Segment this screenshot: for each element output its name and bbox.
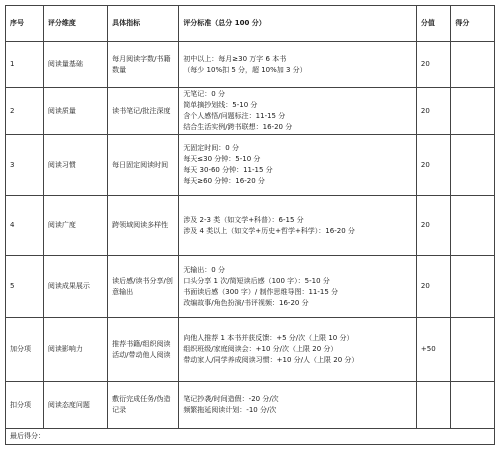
row-indicator: 敷衍完成任务/伪造记录 [108,382,179,429]
row-value: 20 [416,196,450,256]
row-standard [179,318,417,382]
row-score [451,88,495,135]
row-dimension: 阅读影响力 [43,318,107,382]
row-seq: 5 [6,256,44,318]
row-seq: 2 [6,88,44,135]
row-dimension: 阅读成果展示 [43,256,107,318]
row-score [451,256,495,318]
standard-line: 无笔记：0 分 [183,90,225,98]
row-seq: 加分项 [6,318,44,382]
header-value: 分值 [416,6,450,42]
row-score [451,196,495,256]
standard-line: 简单摘抄划线：5-10 分 [183,101,258,109]
row-indicator: 读书笔记/批注深度 [108,88,179,135]
row-score [451,382,495,429]
row-dimension: 阅读态度问题 [43,382,107,429]
row-value: 20 [416,88,450,135]
row-value: 20 [416,42,450,88]
row-dimension: 阅读习惯 [43,135,107,196]
standard-line: 无输出：0 分 [183,265,225,274]
table-row [6,88,495,135]
row-indicator: 读后感/读书分享/创意输出 [108,256,179,318]
row-score [451,135,495,196]
row-dimension: 阅读量基础 [43,42,107,88]
row-score [451,318,495,382]
header-row [6,6,495,42]
final-score-row [6,429,495,445]
table-row [6,135,495,196]
standard-line: （每少 10%扣 5 分，超 10%加 3 分） [183,65,307,74]
row-standard [179,88,417,135]
row-value [416,382,450,429]
table-row [6,256,495,318]
standard-line: 无固定时间：0 分 [183,144,239,152]
header-score: 得分 [451,6,495,42]
table-row [6,318,495,382]
row-standard [179,256,417,318]
row-standard [179,135,417,196]
standard-line: 向他人推荐 1 本书并获反馈：+5 分/次（上限 10 分） [183,334,354,342]
standard-line: 含个人感悟/问题标注：11-15 分 [183,112,286,120]
reading-rubric-table [5,5,495,445]
row-indicator: 推荐书籍/组织阅读活动/带动他人阅读 [108,318,179,382]
standard-line: 笔记抄袭/时间造假：-20 分/次 [183,395,279,403]
table-row [6,382,495,429]
standard-line: 书面读后感（300 字）/ 制作思维导图：11-15 分 [183,287,339,296]
standard-line: 改编故事/角色扮演/书评视频：16-20 分 [183,298,309,307]
row-standard [179,382,417,429]
row-seq: 3 [6,135,44,196]
row-value: +50 [416,318,450,382]
row-standard [179,196,417,256]
table-row [6,42,495,88]
header-indicator: 具体指标 [108,6,179,42]
standard-line: 口头分享 1 次/简短读后感（100 字）：5-10 分 [183,276,330,285]
final-score-label: 最后得分： [6,429,495,445]
row-value: 20 [416,256,450,318]
row-dimension: 阅读质量 [43,88,107,135]
standard-line: 每天≥60 分钟：16-20 分 [183,177,265,185]
row-seq: 4 [6,196,44,256]
standard-line: 每天 30-60 分钟：11-15 分 [183,166,273,174]
row-value: 20 [416,135,450,196]
header-dimension: 评分维度 [43,6,107,42]
row-indicator: 每日固定阅读时间 [108,135,179,196]
standard-line: 带动家人/同学养成阅读习惯：+10 分/人（上限 20 分） [183,356,359,364]
row-indicator: 跨领域阅读多样性 [108,196,179,256]
standard-line: 结合生活实例/跨书联想：16-20 分 [183,123,293,131]
standard-line: 频繁拖延阅读计划：-10 分/次 [183,406,277,414]
row-score [451,42,495,88]
standard-line: 初中以上：每月≥30 万字 6 本书 [183,54,287,63]
row-seq: 1 [6,42,44,88]
header-seq: 序号 [6,6,44,42]
table-row [6,196,495,256]
row-indicator: 每月阅读字数/书籍数量 [108,42,179,88]
row-dimension: 阅读广度 [43,196,107,256]
standard-line: 每天≤30 分钟：5-10 分 [183,155,261,163]
standard-line: 涉及 2-3 类（如文学+科普）：6-15 分 [183,215,304,224]
row-seq: 扣分项 [6,382,44,429]
standard-line: 涉及 4 类以上（如文学+历史+哲学+科学）：16-20 分 [183,226,355,235]
row-standard [179,42,417,88]
header-standard: 评分标准（总分 100 分） [179,6,417,42]
standard-line: 组织班级/家庭阅读会：+10 分/次（上限 20 分） [183,345,338,353]
